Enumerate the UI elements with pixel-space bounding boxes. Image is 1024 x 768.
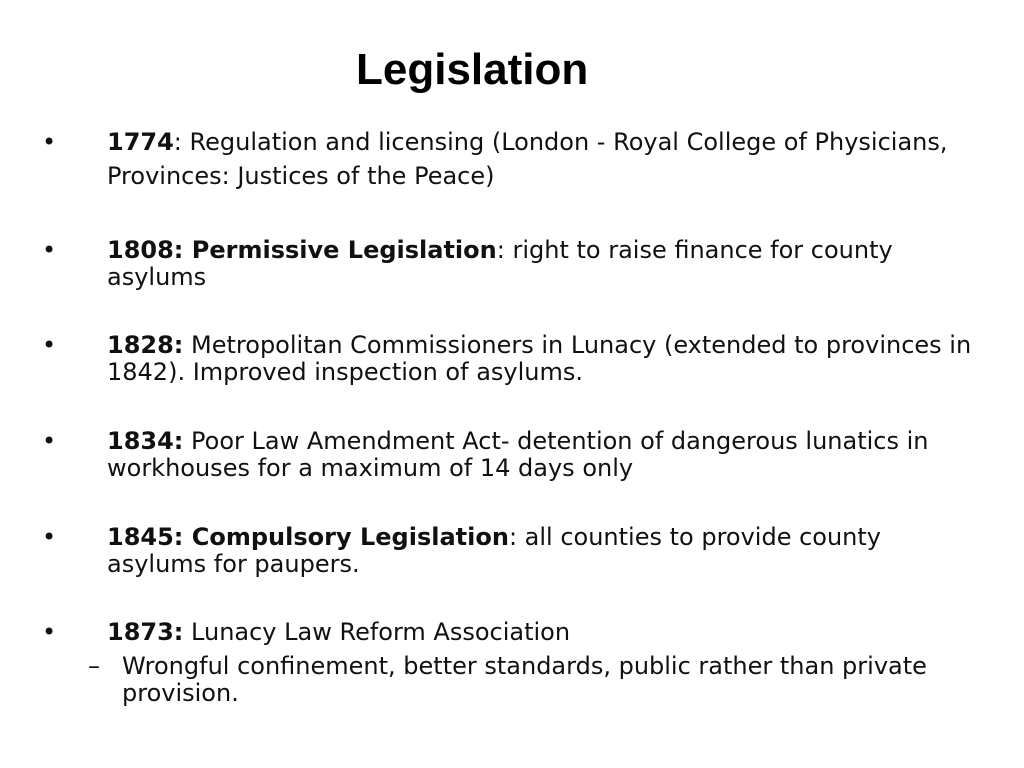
list-item-1845	[42, 523, 987, 578]
item-year: 1808:	[107, 236, 184, 264]
slide-title: Legislation	[356, 45, 589, 94]
item-text: right to raise finance for county asylums	[107, 236, 893, 291]
item-year: 1873:	[107, 618, 184, 646]
list-item-1774	[42, 125, 987, 193]
item-heading: Permissive Legislation	[183, 236, 497, 264]
bullet-icon: •	[42, 427, 57, 455]
list-item-1808	[42, 236, 987, 291]
item-separator: :	[496, 236, 505, 264]
item-separator: :	[508, 523, 518, 551]
item-text: Lunacy Law Reform Association	[183, 618, 571, 646]
sub-item	[88, 652, 982, 707]
sub-item-text: Wrongful confinement, better standards, public rather than private provision.	[122, 652, 927, 707]
bullet-icon: •	[42, 523, 57, 551]
item-year: 1845:	[107, 523, 184, 551]
list-item-1873	[42, 618, 987, 646]
bullet-icon: •	[42, 236, 57, 264]
bullet-icon: •	[42, 331, 57, 359]
item-year: 1774	[107, 128, 174, 156]
item-heading: Compulsory Legislation	[183, 523, 509, 551]
item-text: all counties to provide county asylums for paupers.	[107, 523, 882, 578]
item-year: 1828:	[107, 331, 184, 359]
list-item-1834	[42, 427, 987, 482]
list-item-1828	[42, 331, 987, 386]
item-text: Regulation and licensing (London - Royal College of Physicians, Provinces: Justices of the Peace)	[107, 128, 948, 190]
item-year: 1834:	[107, 427, 184, 455]
item-separator: :	[173, 128, 182, 156]
item-text: Poor Law Amendment Act- detention of dangerous lunatics in workhouses for a maximum of 14 days only	[107, 427, 929, 482]
item-text: Metropolitan Commissioners in Lunacy (extended to provinces in 1842). Improved inspection of asylums.	[107, 331, 972, 386]
bullet-icon: •	[42, 618, 57, 646]
bullet-icon: •	[42, 128, 57, 156]
dash-bullet-icon: –	[88, 652, 100, 680]
